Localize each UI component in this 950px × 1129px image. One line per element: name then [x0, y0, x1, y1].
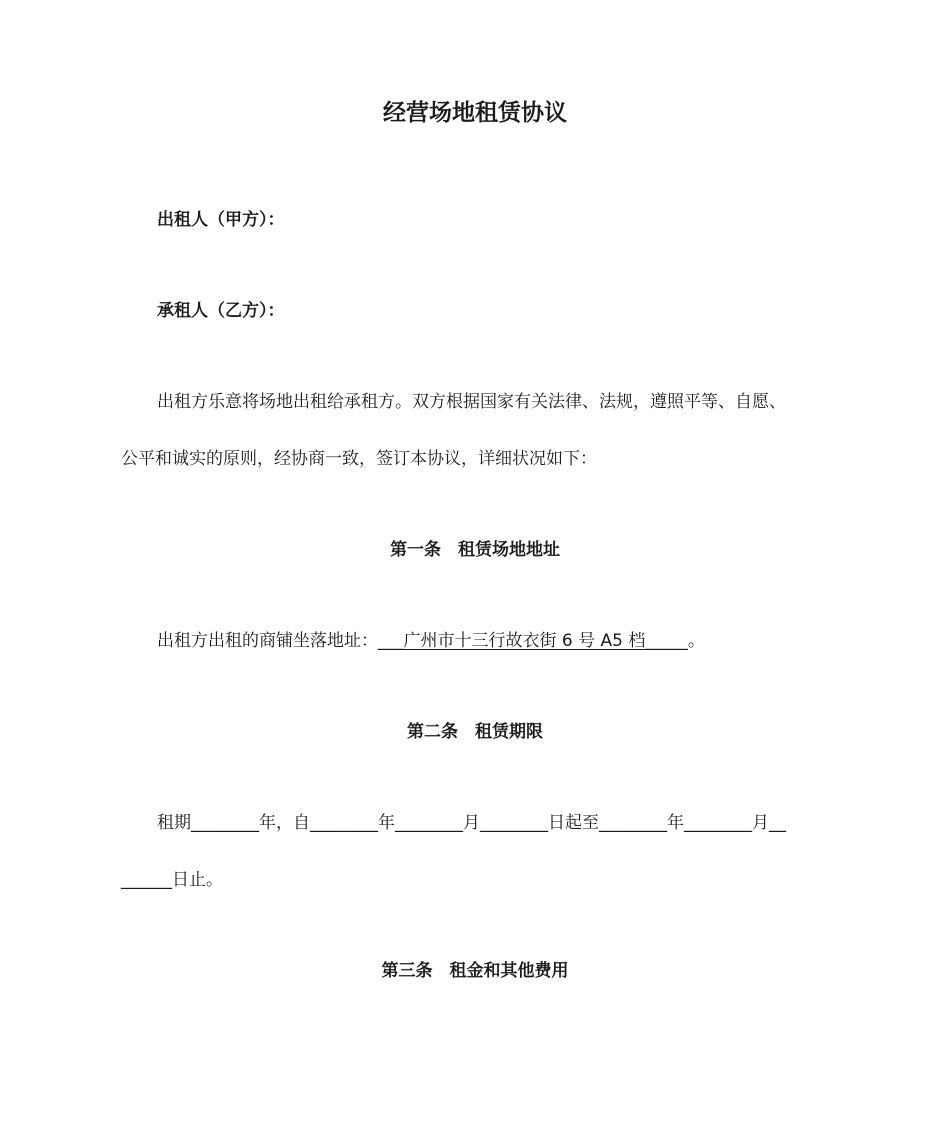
address-prefix: 出租方出租的商铺坐落地址：: [157, 631, 378, 651]
address-value: ___广州市十三行故衣街 6 号 A5 档_____: [378, 631, 688, 651]
article-1-heading: 第一条 租赁场地地址: [390, 540, 560, 560]
article-2-heading: 第二条 租赁期限: [407, 722, 543, 742]
article-3-heading: 第三条 租金和其他费用: [381, 961, 569, 981]
intro-paragraph-line-2: 公平和诚实的原则，经协商一致，签订本协议，详细状况如下：: [121, 449, 597, 469]
address-paragraph: [157, 629, 705, 653]
document-title: 经营场地租赁协议: [383, 100, 567, 126]
lessee-label: 承租人（乙方）：: [157, 301, 285, 321]
lessor-label: 出租人（甲方）：: [157, 210, 285, 230]
address-suffix: 。: [687, 631, 705, 651]
intro-paragraph-line-1: 出租方乐意将场地出租给承租方。双方根据国家有关法律、法规，遵照平等、自愿、: [157, 392, 786, 412]
term-paragraph-line-2: ______日止。: [121, 870, 223, 890]
term-paragraph-line-1: 租期________年，自________年________月________日起至________年________月__: [157, 813, 786, 833]
